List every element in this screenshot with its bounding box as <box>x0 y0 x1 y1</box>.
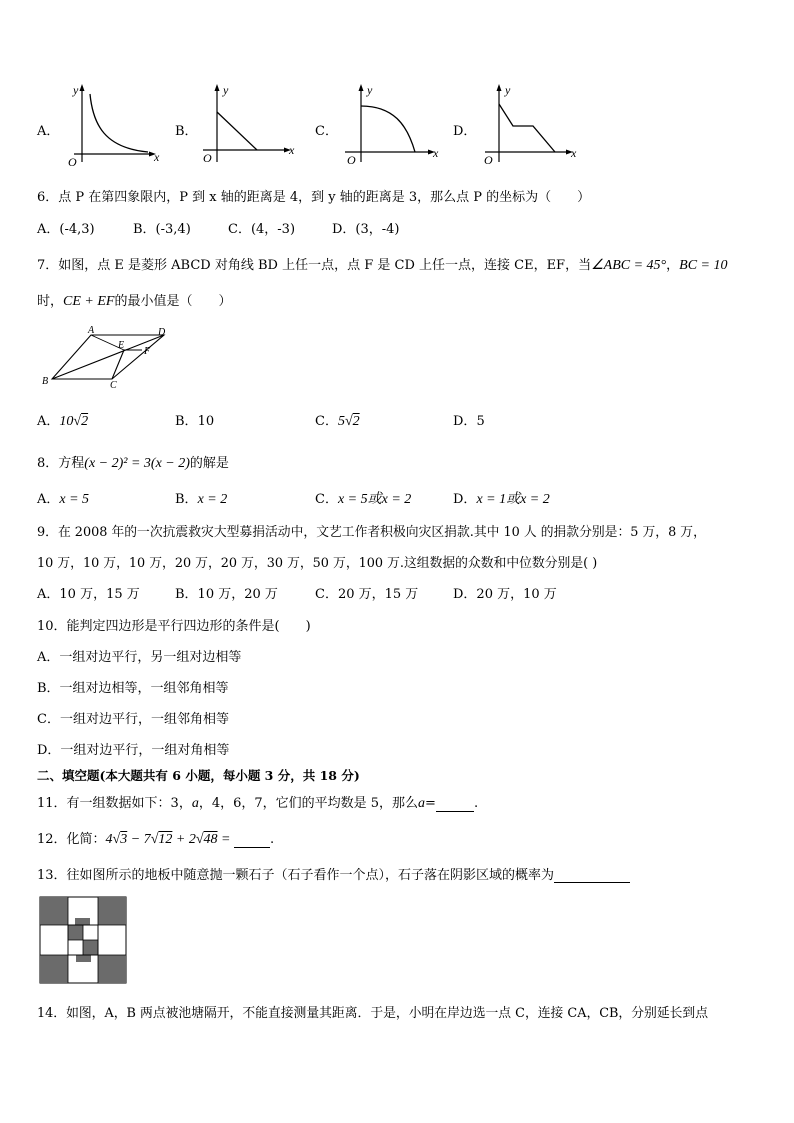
shade-center-2 <box>83 940 98 955</box>
q13-stem: 13．往如图所示的地板中随意抛一颗石子（石子看作一个点），石子落在阴影区域的概率为 <box>37 864 630 883</box>
q6-stem: 6．点 P 在第四象限内，P 到 x 轴的距离是 4，到 y 轴的距离是 3，那么点 P 的坐标为（ ） <box>37 190 591 205</box>
q9-option-c: C．20 万，15 万 <box>315 587 419 602</box>
label-e: E <box>118 340 125 351</box>
y-arrow <box>359 84 364 91</box>
q10-stem: 10．能判定四边形是平行四边形的条件是( ) <box>37 619 311 634</box>
q7-rhombus-figure <box>38 322 173 388</box>
q6-option-c: C．(4，-3) <box>228 222 296 237</box>
q6-option-a: A．(-4,3) <box>37 222 95 237</box>
q10-option-a: A．一组对边平行，另一组对边相等 <box>37 650 242 665</box>
y-arrow <box>80 84 85 91</box>
q8-option-b: B．x = 2 <box>175 492 228 507</box>
q7-stem-line1 <box>37 254 728 274</box>
q5-option-c-label: C． <box>315 124 338 139</box>
y-arrow <box>215 84 220 91</box>
q7-stem-line2 <box>37 290 231 310</box>
q9-stem-line2: 10 万，10 万，10 万，20 万，20 万，30 万，50 万，100 万.这组数据的众数和中位数分别是( ) <box>37 556 598 571</box>
q7-option-d: D．5 <box>453 414 485 429</box>
q10-option-d: D．一组对边平行，一组对角相等 <box>37 743 230 758</box>
shade-tr <box>98 897 126 925</box>
q7-suffix: 的最小值是（ ） <box>114 294 232 309</box>
q6-option-b: B．(-3,4) <box>133 222 191 237</box>
axis-y-label: y <box>73 83 79 97</box>
q5-option-b-label: B． <box>175 124 198 139</box>
origin-label: O <box>68 155 77 166</box>
piecewise-line <box>499 104 555 152</box>
q10-option-b: B．一组对边相等，一组邻角相等 <box>37 681 229 696</box>
q5-option-d-label: D． <box>453 124 477 139</box>
q8-option-a: A．x = 5 <box>37 492 90 507</box>
q9-stem-line1: 9．在 2008 年的一次抗震救灾大型募捐活动中，文艺工作者积极向灾区捐款.其中 10 人 的捐款分别是：5 万，8 万， <box>37 525 706 540</box>
q5-graph-d <box>475 80 585 166</box>
curve <box>90 94 148 152</box>
label-c: C <box>110 380 117 388</box>
q11-stem: 11．有一组数据如下：3，a，4，6，7，它们的平均数是 5，那么a= . <box>37 796 479 811</box>
label-a: A <box>88 325 95 336</box>
q5-option-a-label: A． <box>37 124 60 139</box>
axis-y-label: y <box>223 83 229 97</box>
axis-x-label: x <box>289 143 295 157</box>
q13-floor-figure <box>39 896 127 984</box>
origin-label: O <box>484 153 493 166</box>
q10-option-c: C．一组对边平行，一组邻角相等 <box>37 712 229 727</box>
q7-angle: ∠ABC = 45° <box>591 258 667 273</box>
axis-x-label: x <box>154 150 160 164</box>
axis-x-label: x <box>433 146 439 160</box>
shade-bl <box>40 955 68 983</box>
q5-graph-a <box>60 80 170 166</box>
q5-graph-c <box>335 80 445 166</box>
q8-option-d: D．x = 1或x = 2 <box>453 492 550 507</box>
q7-option-b: B．10 <box>175 414 215 429</box>
axis-x-label: x <box>571 146 577 160</box>
shade-center-1 <box>68 925 83 940</box>
section-heading: 二、填空题(本大题共有 6 小题，每小题 3 分，共 18 分) <box>37 768 360 783</box>
shade-center-3 <box>75 918 90 925</box>
q7-bc: BC = 10 <box>679 258 728 273</box>
q9-option-b: B．10 万，20 万 <box>175 587 278 602</box>
label-b: B <box>42 376 49 387</box>
q7-option-a: A．10√2 <box>37 414 89 429</box>
label-f: F <box>144 346 151 357</box>
q6-option-d: D．(3，-4) <box>332 222 400 237</box>
axis-y-label: y <box>367 83 373 97</box>
diagonal-bd <box>52 335 164 379</box>
label-d: D <box>158 327 166 338</box>
q9-option-d: D．20 万，10 万 <box>453 587 557 602</box>
shade-center-4 <box>76 955 91 962</box>
arc <box>361 106 415 152</box>
q14-stem: 14．如图，A，B 两点被池塘隔开，不能直接测量其距离．于是，小明在岸边选一点 C，连接 CA，CB，分别延长到点 <box>37 1006 709 1021</box>
shade-br <box>98 955 126 983</box>
y-arrow <box>497 84 502 91</box>
q8-equation: (x − 2)² = 3(x − 2) <box>84 456 190 471</box>
q7-option-c: C．5√2 <box>315 414 360 429</box>
q7-expr: CE + EF <box>63 294 115 309</box>
origin-label: O <box>203 151 212 165</box>
q11-answer-blank[interactable] <box>436 797 474 812</box>
q9-option-a: A．10 万，15 万 <box>37 587 140 602</box>
q13-answer-blank[interactable] <box>554 868 630 883</box>
q8-stem: 8．方程(x − 2)² = 3(x − 2)的解是 <box>37 456 229 471</box>
shade-tl <box>40 897 68 925</box>
q7-stem-a: 7．如图，点 E 是菱形 ABCD 对角线 BD 上任一点，点 F 是 CD 上任一点，连接 CE，EF，当 <box>37 258 592 273</box>
origin-label: O <box>347 153 356 166</box>
axis-y-label: y <box>505 83 511 97</box>
q8-option-c: C．x = 5或x = 2 <box>315 492 412 507</box>
q12-stem: 12．化简：4√3 − 7√12 + 2√48 = . <box>37 832 275 847</box>
q7-prefix: 时， <box>37 294 64 309</box>
q5-graph-b <box>195 80 305 166</box>
q7-sep: ， <box>666 258 680 273</box>
line-segment <box>217 112 257 150</box>
q12-answer-blank[interactable] <box>234 833 270 848</box>
